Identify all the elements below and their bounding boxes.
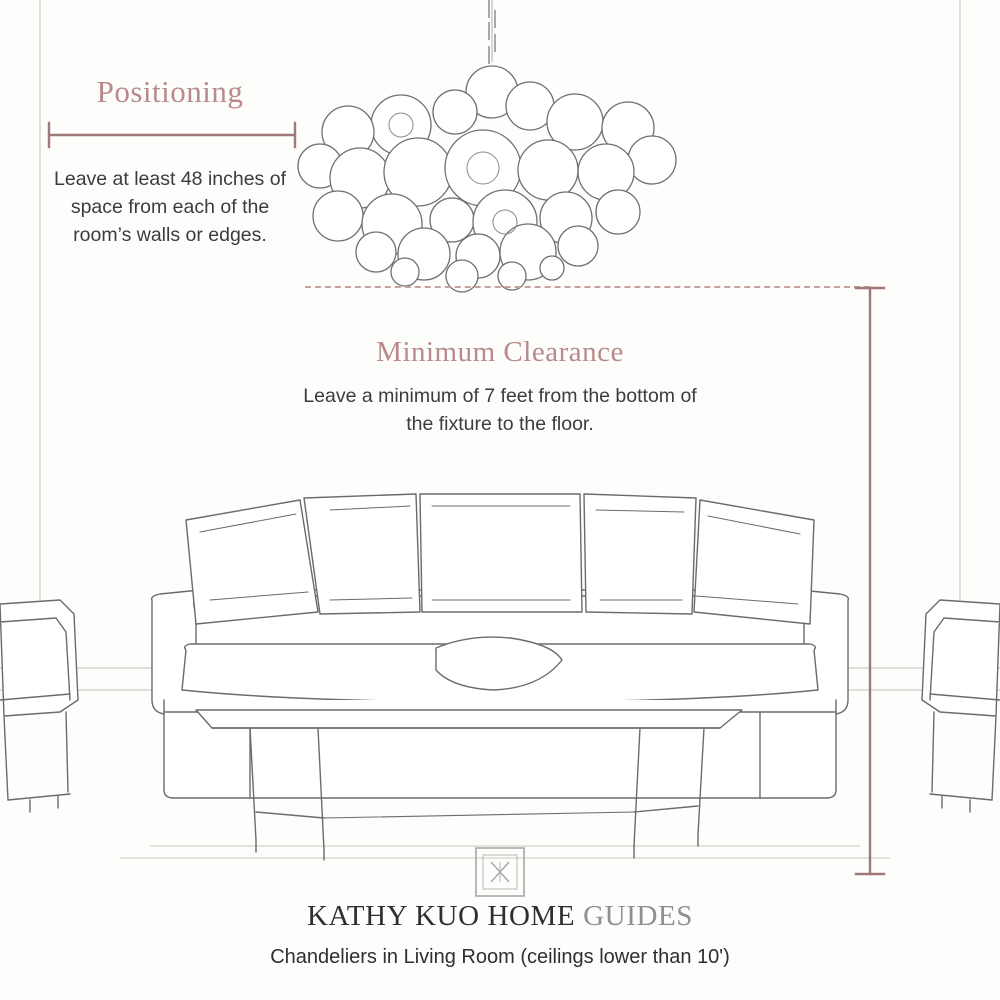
- brand-primary: KATHY KUO HOME: [306, 900, 576, 932]
- footer-brand: [0, 900, 1000, 933]
- fixture-bottom-dashed-line: [305, 286, 870, 296]
- kkh-monogram-icon: [474, 846, 526, 898]
- footer-caption: Chandeliers in Living Room (ceilings lower than 10'): [270, 946, 730, 968]
- positioning-title: Positioning: [96, 74, 244, 109]
- brand-secondary: GUIDES: [583, 900, 694, 932]
- sofa: [152, 494, 849, 798]
- positioning-measure-rule: [47, 120, 297, 150]
- clearance-measure-rule: [850, 286, 890, 876]
- right-armchair: [922, 600, 1000, 812]
- left-armchair: [0, 600, 78, 812]
- positioning-body-text: Leave at least 48 inches of space from each of the room’s walls or edges.: [54, 168, 286, 246]
- coffee-table: [196, 710, 742, 860]
- minimum-clearance-title: Minimum Clearance: [376, 336, 624, 368]
- minimum-clearance-body-text: Leave a minimum of 7 feet from the bottom of the fixture to the floor.: [303, 385, 697, 435]
